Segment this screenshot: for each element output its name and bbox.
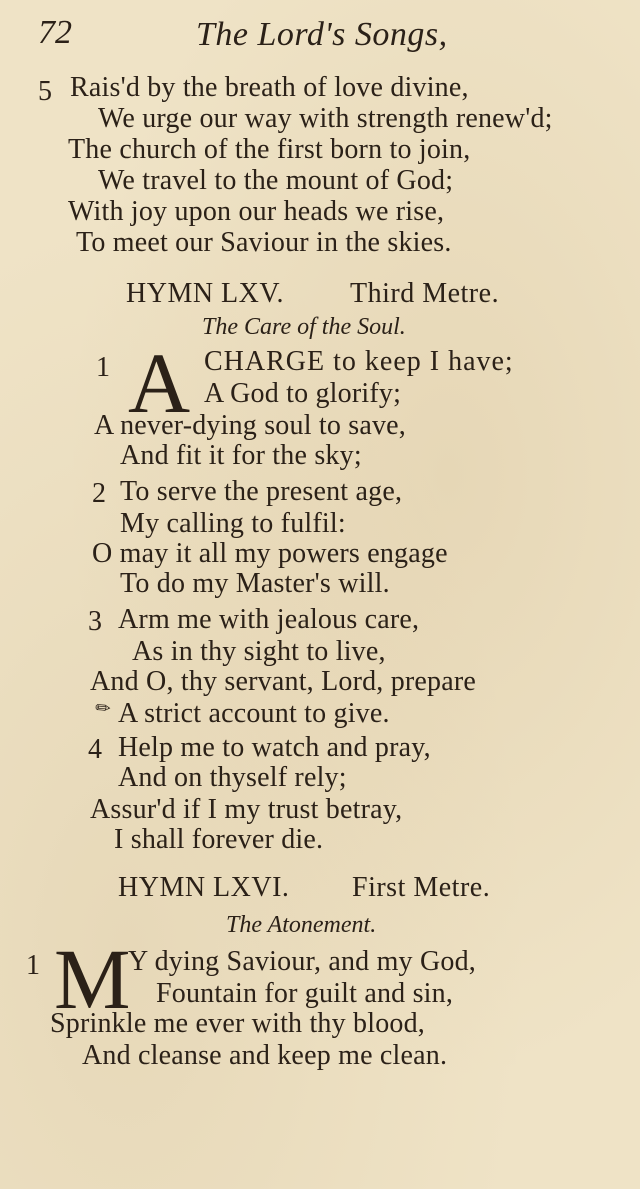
hymn-subtitle: The Atonement. xyxy=(226,912,377,938)
verse-line: To meet our Saviour in the skies. xyxy=(76,227,452,258)
verse-line: And fit it for the sky; xyxy=(120,440,362,471)
stanza-number: 2 xyxy=(92,478,106,509)
verse-line: I shall forever die. xyxy=(114,824,324,855)
verse-line: Sprinkle me ever with thy blood, xyxy=(50,1008,426,1039)
verse-line: Assur'd if I my trust betray, xyxy=(90,794,403,825)
ink-mark-icon: ✎ xyxy=(91,695,116,721)
verse-line: To do my Master's will. xyxy=(120,568,390,599)
hymn-subtitle: The Care of the Soul. xyxy=(202,314,406,340)
stanza-number: 3 xyxy=(88,606,102,637)
hymn-metre: Third Metre. xyxy=(350,278,500,309)
verse-line: The church of the first born to join, xyxy=(68,134,471,165)
page-number: 72 xyxy=(38,14,72,51)
verse-line: Fountain for guilt and sin, xyxy=(156,978,454,1009)
hymn-heading: HYMN LXVI. xyxy=(118,872,290,903)
verse-line: Help me to watch and pray, xyxy=(118,732,431,763)
hymn-metre: First Metre. xyxy=(352,872,491,903)
verse-line: We travel to the mount of God; xyxy=(98,165,454,196)
verse-line: O may it all my powers engage xyxy=(92,538,448,569)
running-title: The Lord's Songs, xyxy=(196,16,448,53)
verse-line: Y dying Saviour, and my God, xyxy=(128,946,476,977)
verse-line: A God to glorify; xyxy=(204,378,402,409)
verse-line: And O, thy servant, Lord, prepare xyxy=(90,666,477,697)
stanza-number: 1 xyxy=(96,352,110,383)
verse-line: Rais'd by the breath of love divine, xyxy=(70,72,469,103)
stanza-number: 5 xyxy=(38,76,52,107)
stanza-number: 1 xyxy=(26,950,40,981)
stanza-number: 4 xyxy=(88,734,102,765)
verse-line: And on thyself rely; xyxy=(118,762,347,793)
verse-line: As in thy sight to live, xyxy=(132,636,386,667)
drop-cap: M xyxy=(54,931,131,1027)
verse-line: A never-dying soul to save, xyxy=(94,410,407,441)
verse-line: And cleanse and keep me clean. xyxy=(82,1040,448,1071)
drop-cap: A xyxy=(128,335,191,431)
verse-line: CHARGE to keep I have; xyxy=(204,346,514,377)
verse-line: My calling to fulfil: xyxy=(120,508,346,539)
verse-line: With joy upon our heads we rise, xyxy=(68,196,445,227)
hymn-heading: HYMN LXV. xyxy=(126,278,284,309)
verse-line: We urge our way with strength renew'd; xyxy=(98,103,553,134)
verse-line: Arm me with jealous care, xyxy=(118,604,420,635)
verse-line: A strict account to give. xyxy=(118,698,390,729)
verse-line: To serve the present age, xyxy=(120,476,403,507)
